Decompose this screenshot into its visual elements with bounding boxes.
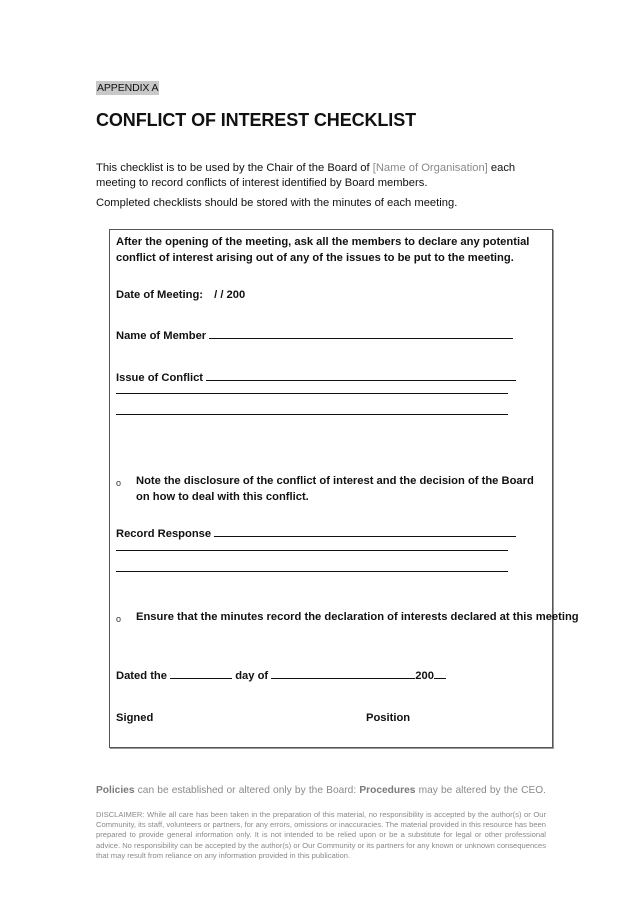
name-of-member-field[interactable]	[116, 328, 513, 344]
name-of-member-line[interactable]	[209, 328, 513, 339]
position-label: Position	[366, 712, 411, 724]
issue-of-conflict-field[interactable]	[116, 370, 516, 386]
dated-day-line[interactable]	[170, 668, 232, 679]
issue-of-conflict-line-3[interactable]	[116, 414, 508, 415]
procedures-text: may be altered by the CEO.	[415, 785, 546, 796]
signed-label: Signed	[116, 712, 154, 724]
procedures-bold: Procedures	[359, 785, 416, 796]
policies-bold: Policies	[96, 785, 135, 796]
organisation-name-placeholder: [Name of Organisation]	[372, 162, 488, 174]
day-of-label: day of	[235, 670, 269, 682]
intro-text-after: each meeting to record conflicts of interest identified by Board members.	[96, 162, 516, 189]
date-of-meeting-value[interactable]: / / 200	[214, 289, 246, 301]
page-title: CONFLICT OF INTEREST CHECKLIST	[96, 110, 416, 130]
disclaimer-text: DISCLAIMER: While all care has been taken in the preparation of this material, no responsibility is accepted by the author(s) or Our Community, its staff, volunteers or partners, for any errors, omissions or inaccuracies. The material provided in this resource has been prepared to provide general information only. It is not intended to be relied upon or be a substitute for legal or other professional advice. No responsibility can be accepted by the author(s) or Our Community or its partners for any known or unknown consequences that may result from reliance on any information provided in this publication.	[96, 810, 546, 860]
issue-of-conflict-label: Issue of Conflict	[116, 372, 204, 384]
ensure-minutes-item: Ensure that the minutes record the declaration of interests declared at this meeting	[136, 611, 579, 623]
dated-month-line[interactable]	[271, 668, 415, 679]
date-of-meeting-field[interactable]	[116, 287, 245, 303]
name-of-member-label: Name of Member	[116, 330, 207, 342]
record-response-line-2[interactable]	[116, 550, 508, 551]
record-response-line[interactable]	[214, 526, 516, 537]
policies-text: can be established or altered only by the Board:	[134, 785, 360, 796]
bullet-icon: o	[116, 478, 122, 488]
year-prefix: 200	[415, 670, 434, 682]
date-of-meeting-label: Date of Meeting:	[116, 289, 204, 301]
checklist-form-box	[109, 229, 579, 748]
appendix-label: APPENDIX A	[97, 82, 159, 94]
note-disclosure-item: Note the disclosure of the conflict of interest and the decision of the Board on how to deal with this conflict.	[136, 475, 534, 503]
intro-text-before: This checklist is to be used by the Chair of the Board of	[96, 162, 373, 174]
storage-note: Completed checklists should be stored with the minutes of each meeting.	[96, 197, 458, 209]
dated-field[interactable]	[116, 668, 446, 684]
issue-of-conflict-line[interactable]	[206, 370, 516, 381]
record-response-field[interactable]	[116, 526, 516, 542]
record-response-label: Record Response	[116, 528, 212, 540]
issue-of-conflict-line-2[interactable]	[116, 393, 508, 394]
dated-the-label: Dated the	[116, 670, 167, 682]
intro-paragraph	[96, 161, 556, 191]
instruction-text: After the opening of the meeting, ask all the members to declare any potential conflict of interest arising out of any of the issues to be put to the meeting.	[116, 236, 530, 264]
bullet-icon: o	[116, 614, 122, 624]
policies-note	[96, 785, 546, 796]
record-response-line-3[interactable]	[116, 571, 508, 572]
dated-year-line[interactable]	[434, 668, 446, 679]
